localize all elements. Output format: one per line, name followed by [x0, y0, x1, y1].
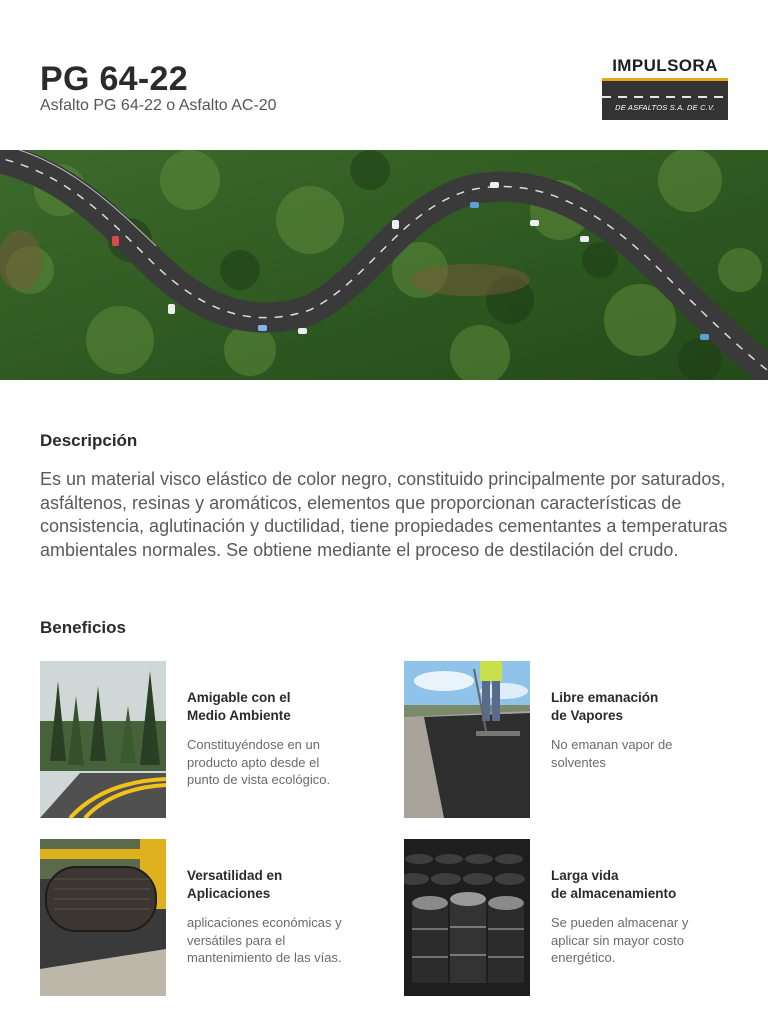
description-text: Es un material visco elástico de color negro, constituido principalmente por saturados, asfáltenos, resinas y aromáticos, elementos que proporcionan características de consistencia, aglutinación y ductilidad, tiene propiedades cementantes a temperaturas ambientales normales. Se obtiene mediante el proceso de destilación del crudo.	[40, 469, 728, 560]
page-title: PG 64-22	[40, 60, 188, 98]
forest-road-image	[40, 661, 166, 818]
description-heading: Descripción	[40, 431, 138, 450]
benefit-title-line: Libre emanación	[551, 690, 659, 705]
benefit-title-line: de almacenamiento	[551, 885, 677, 901]
road-roller-image	[40, 839, 166, 996]
benefit-title-1	[187, 689, 377, 724]
benefits-heading: Beneficios	[40, 618, 126, 637]
logo-tagline: DE ASFALTOS S.A. DE C.V.	[615, 103, 715, 112]
logo-name: IMPULSORA	[612, 56, 718, 75]
benefit-title-line: Medio Ambiente	[187, 707, 291, 723]
logo-yellow-line	[602, 78, 728, 81]
benefit-title-line: Amigable con el	[187, 690, 291, 705]
oil-barrels-image	[404, 839, 530, 996]
benefit-title-line: Aplicaciones	[187, 885, 271, 901]
logo-road-bar	[602, 78, 728, 120]
benefit-title-line: Larga vida	[551, 868, 619, 883]
benefit-title-2	[551, 689, 741, 724]
benefit-title-4	[551, 867, 741, 902]
benefit-text-4: Se pueden almacenar y aplicar sin mayor costo energético.	[551, 915, 689, 965]
benefit-title-line: Versatilidad en	[187, 868, 283, 883]
benefit-title-line: de Vapores	[551, 707, 624, 723]
paving-worker-image	[404, 661, 530, 818]
benefit-text-3: aplicaciones económicas y versátiles para el mantenimiento de las vías.	[187, 915, 342, 965]
page-subtitle: Asfalto PG 64-22 o Asfalto AC-20	[40, 97, 277, 114]
benefit-title-3	[187, 867, 377, 902]
benefit-text-1: Constituyéndose en un producto apto desde el punto de vista ecológico.	[187, 737, 331, 787]
benefit-text-2: No emanan vapor de solventes	[551, 737, 673, 770]
company-logo	[602, 56, 728, 120]
logo-lane-dashes	[602, 96, 728, 98]
aerial-forest-road-image	[0, 150, 768, 380]
